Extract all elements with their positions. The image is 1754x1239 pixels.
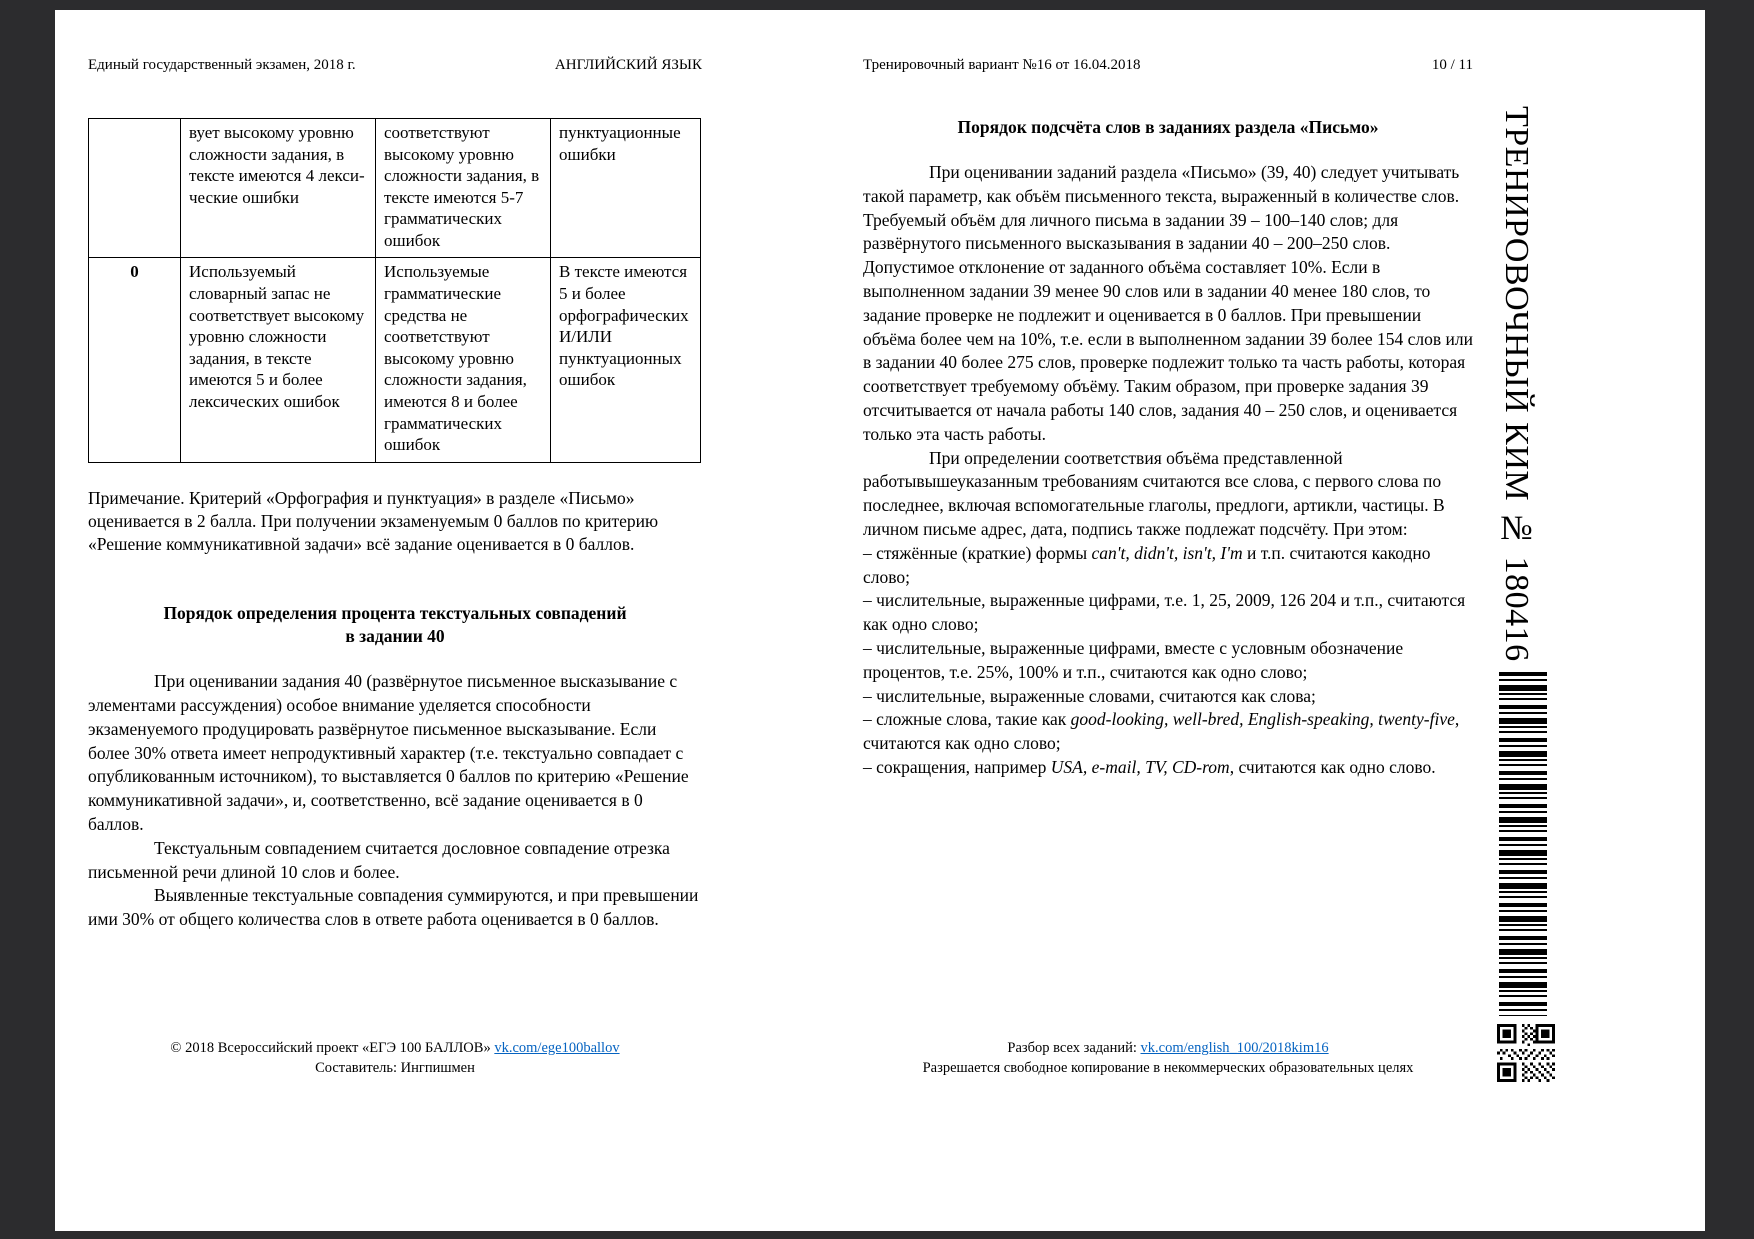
variant-title: Тренировочный вариант №16 от 16.04.2018 — [863, 57, 1141, 73]
paragraph: Текстуальным совпадением считается дословное совпадение отрезка письменной речи длиной 10 слов и более. — [88, 837, 670, 882]
barcode — [1499, 672, 1547, 1016]
bullet-text: , считаются как одно слово. — [1229, 757, 1436, 778]
page-number: 10 / 11 — [1431, 57, 1473, 73]
paragraph: При определении соответствия объёма представленной работывышеуказанным требованиям считаются все слова, с первого слова по последнее, включая вспомогательные глаголы, предлоги, артикли, частицы. В личном письме адрес, дата, подпись также подлежат подсчёту. При этом: — [863, 447, 1445, 540]
paragraph: Выявленные текстуальные совпадения суммируются, и при превышении ими 30% от общего количества слов в ответе работа оценивается в 0 баллов. — [88, 885, 699, 930]
solutions-line — [863, 1038, 1473, 1058]
bullet-text: – сокращения, например — [863, 757, 1051, 778]
section-heading-line1: Порядок определения процента текстуальных совпадений — [163, 602, 627, 623]
right-page-header — [863, 56, 1473, 74]
cell-spelling: В тексте имеются 5 и более орфографических И/ИЛИ пунктуационных ошибок — [551, 258, 701, 462]
left-body-text — [88, 670, 702, 932]
bullet-item — [863, 542, 1473, 590]
bullet-examples: USA, e-mail, TV, CD-rom — [1050, 757, 1230, 778]
qr-code — [1497, 1024, 1555, 1082]
bullet-text: – числительные, выраженные словами, считаются как слова; — [863, 685, 1316, 706]
left-page-header — [88, 56, 702, 74]
bullet-text: – сложные слова, такие как — [863, 709, 1071, 730]
right-page — [863, 56, 1473, 780]
cell-grammar: соответствуют высокому уровню сложности задания, в тексте имеются 5-7 грамматических ошибок — [376, 119, 551, 258]
section-heading-textual-matches — [88, 602, 702, 648]
bullet-item — [863, 685, 1473, 709]
cell-grammar: Используемые грамматические средства не соответствуют высокому уровню сложности задания, имеются 8 и более грамматических ошибок — [376, 258, 551, 462]
bullet-text: , считаются как одно слово; — [863, 709, 1460, 754]
document-spread — [55, 10, 1705, 1231]
bullet-text: – числительные, выраженные цифрами, т.е. 1, 25, 2009, 126 204 и т.п., считаются как одно слово; — [863, 590, 1466, 635]
subject-title: АНГЛИЙСКИЙ ЯЗЫК — [554, 57, 702, 73]
kim-number-vertical-label: ТРЕНИРОВОЧНЫЙ КИМ № 180416 — [1498, 106, 1535, 662]
section-heading-word-count: Порядок подсчёта слов в заданиях раздела «Письмо» — [957, 117, 1379, 137]
bullet-item — [863, 637, 1473, 685]
note-paragraph: Примечание. Критерий «Орфография и пунктуация» в разделе «Письмо» оценивается в 2 балла. При получении экзаменуемым 0 баллов по критерию «Решение коммуникативной задачи» всё задание оценивается в 0 баллов. — [88, 487, 659, 554]
author-line: Составитель: Ингпишмен — [315, 1060, 475, 1077]
license-line: Разрешается свободное копирование в некоммерческих образовательных целях — [922, 1060, 1414, 1077]
cell-lexical: Используемый словарный запас не соответствует высокому уровню сложности задания, в тексте имеются 5 и более лексических ошибок — [181, 258, 376, 462]
copyright-text: © 2018 Всероссийский проект «ЕГЭ 100 БАЛЛОВ» — [170, 1040, 491, 1056]
table-row-score-0 — [89, 258, 701, 462]
exam-title: Единый государственный экзамен, 2018 г. — [88, 57, 356, 73]
criteria-table — [88, 118, 701, 463]
bullet-examples: can't, didn't, isn't, I'm — [1091, 542, 1243, 563]
solutions-label: Разбор всех заданий: — [1007, 1040, 1137, 1056]
bullet-item — [863, 589, 1473, 637]
bullet-item — [863, 708, 1473, 756]
copyright-line — [88, 1038, 702, 1058]
ege100ballov-link[interactable]: vk.com/ege100ballov — [494, 1040, 620, 1056]
cell-spelling: пунктуационные ошибки — [551, 119, 701, 258]
table-row-continuation — [89, 119, 701, 258]
bullet-list — [863, 542, 1473, 780]
paragraph: При оценивании заданий раздела «Письмо» (39, 40) следует учитывать такой параметр, как объём письменного текста, выраженный в количестве слов. Требуемый объём для личного письма в задании 39 – 100–140 слов; для развёрнутого письменного высказывания в задании 40 – 200–250 слов. Допустимое отклонение от заданного объёма составляет 10%. Если в выполненном задании 39 менее 90 слов или в задании 40 менее 180 слов, то задание проверке не подлежит и оценивается в 0 баллов. При превышении объёма более чем на 10%, т.е. если в выполненном задании 39 более 154 слов или в задании 40 более 275 слов, проверке подлежит только та часть работы, которая соответствует требуемому объёму. Таким образом, при проверке задания 39 отсчитывается от начала работы 140 слов, задания 40 – 250 слов, и оценивается только эта часть работы. — [863, 162, 1473, 444]
paragraph: При оценивании задания 40 (развёрнутое письменное высказывание с элементами рассуждения) особое внимание уделяется способности экзаменуемого продуцировать развёрнутое письменное высказывание. Если более 30% ответа имеет непродуктивный характер (т.е. текстуально совпадает с опубликованным источником), то выставляется 0 баллов по критерию «Решение коммуникативной задачи», и, соответственно, всё задание оценивается в 0 баллов. — [88, 671, 689, 834]
bullet-text: и т.п. считаются какодно слово; — [863, 542, 1431, 587]
cell-lexical: вует высокому уровню сложности задания, в тексте имеются 4 лекси-ческие ошибки — [181, 119, 376, 258]
left-page-footer — [88, 1038, 702, 1079]
cell-score: 0 — [89, 258, 181, 462]
left-page — [88, 56, 702, 932]
bullet-text: – числительные, выраженные цифрами, вместе с условным обозначение процентов, т.е. 25%, 100% и т.п., считаются как одно слово; — [863, 638, 1404, 682]
cell-score — [89, 119, 181, 258]
solutions-link[interactable]: vk.com/english_100/2018kim16 — [1140, 1040, 1329, 1056]
bullet-examples: good-looking, well-bred, English-speaking, twenty-five — [1070, 709, 1455, 730]
bullet-item — [863, 756, 1473, 780]
bullet-text: – стяжённые (краткие) формы — [863, 542, 1092, 563]
right-body-text — [863, 161, 1473, 780]
right-page-footer — [863, 1038, 1473, 1079]
section-heading-line2: в задании 40 — [345, 626, 445, 647]
